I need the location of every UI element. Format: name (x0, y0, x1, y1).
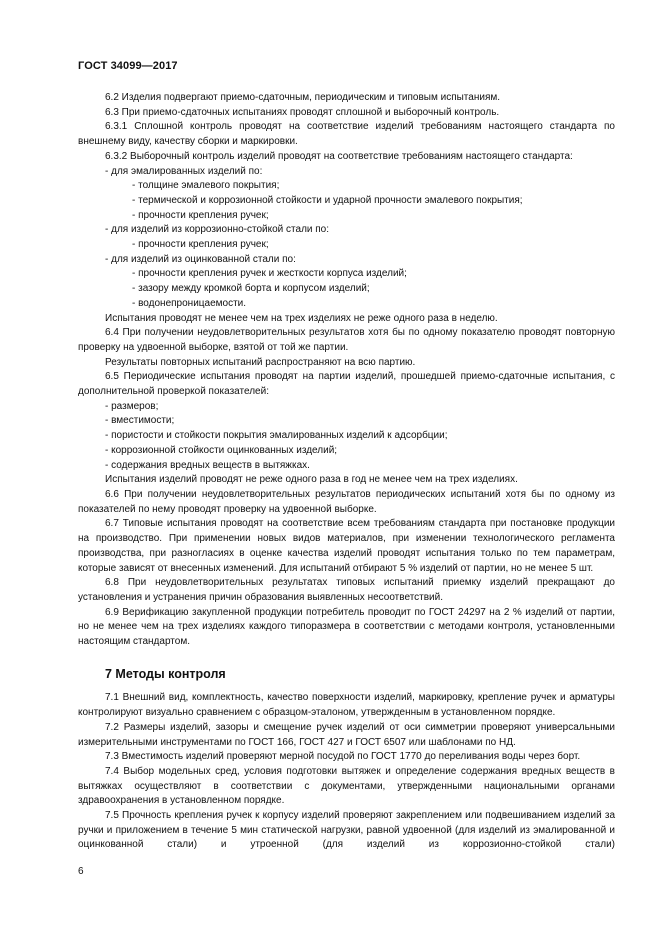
list-item: - прочности крепления ручек; (132, 209, 269, 221)
document-header: ГОСТ 34099—2017 (78, 60, 178, 72)
list-item: - термической и коррозионной стойкости и ударной прочности эмалевого покрытия; (132, 194, 523, 206)
paragraph: 7.5 Прочность крепления ручек к корпусу изделий проверяют закреплением или подвешиванием изделий за ручки и приложением в течение 5 мин статической нагрузки, равной удвоенной (для изделий из эмалированной и оцинкованной стали) и утроенной (для изделий из коррозионно-стойкой стали) (78, 810, 615, 851)
list-item: - прочности крепления ручек и жесткости корпуса изделий; (132, 268, 407, 280)
list-item: - для эмалированных изделий по: (105, 165, 263, 177)
paragraph: 6.3.2 Выборочный контроль изделий проводят на соответствие требованиям настоящего стандарта: (105, 150, 573, 162)
list-item: - пористости и стойкости покрытия эмалированных изделий к адсорбции; (105, 430, 448, 442)
list-item: - коррозионной стойкости оцинкованных изделий; (105, 444, 338, 456)
list-item: - размеров; (105, 400, 159, 412)
paragraph: 6.8 При неудовлетворительных результатах типовых испытаний приемку изделий прекращают до установления и устранения причин образования выявленных несоответствий. (78, 577, 615, 603)
list-item: - для изделий из оцинкованной стали по: (105, 253, 296, 265)
section-7-text (78, 691, 615, 853)
paragraph: 7.3 Вместимость изделий проверяют мерной посудой по ГОСТ 1770 до переливания воды через борт. (105, 751, 581, 763)
list-item: - толщине эмалевого покрытия; (132, 180, 280, 192)
paragraph: 7.4 Выбор модельных сред, условия подготовки вытяжек и определение содержания вредных веществ в вытяжках осуществляют в соответствии с документами, утвержденными национальными органами здравоохранения в установленном порядке. (78, 765, 615, 807)
list-item: - зазору между кромкой борта и корпусом изделий; (132, 283, 370, 295)
list-item: - содержания вредных веществ в вытяжках. (105, 459, 310, 471)
paragraph: 7.1 Внешний вид, комплектность, качество поверхности изделий, маркировку, крепление ручек и арматуры контролируют визуально сравнением с образцом-эталоном, утвержденным в установленном порядке. (78, 692, 615, 719)
paragraph: 7.2 Размеры изделий, зазоры и смещение ручек изделий от оси симметрии проверяют универсальными измерительными инструментами по ГОСТ 166, ГОСТ 427 и ГОСТ 6507 или шаблонами по НД. (78, 721, 615, 748)
document-body (78, 91, 615, 853)
paragraph: 6.3 При приемо-сдаточных испытаниях проводят сплошной и выборочный контроль. (105, 106, 500, 118)
paragraph: 6.9 Верификацию закупленной продукции потребитель проводит по ГОСТ 24297 на 2 % изделий от партии, но не менее чем на трех изделиях каждого типоразмера в соответствии с методами контроля, установленными настоящим стандартом. (78, 606, 615, 648)
paragraph: 6.3.1 Сплошной контроль проводят на соответствие изделий требованиям настоящего стандарта по внешнему виду, качеству сборки и маркировки. (78, 121, 615, 148)
list-item: - водонепроницаемости. (132, 297, 247, 309)
list-item: - вместимости; (105, 415, 175, 427)
paragraph: 6.4 При получении неудовлетворительных результатов хотя бы по одному показателю проводят повторную проверку на удвоенной выборке, взятой от той же партии. (78, 327, 615, 353)
list-item: - для изделий из коррозионно-стойкой стали по: (105, 224, 330, 236)
paragraph: 6.2 Изделия подвергают приемо-сдаточным, периодическим и типовым испытаниям. (105, 92, 501, 103)
page-number: 6 (78, 866, 84, 877)
paragraph: Испытания изделий проводят не реже одного раза в год не менее чем на трех изделиях. (105, 474, 518, 486)
list-item: - прочности крепления ручек; (132, 239, 269, 251)
paragraph: 6.7 Типовые испытания проводят на соответствие всем требованиям стандарта при постановке продукции на производство. При применении новых видов материалов, при изменении технологического регламента производства, при разногласиях в оценке качества изделий проводят испытания только по тем параметрам, которые зависят от внесенных изменений. Для испытаний отбирают 5 % изделий от партии, но не менее 5 шт. (78, 518, 615, 574)
paragraph: 6.6 При получении неудовлетворительных результатов периодических испытаний хотя бы по одному из показателей по нему проводят проверку на удвоенной выборке. (78, 488, 615, 515)
paragraph: Результаты повторных испытаний распространяют на всю партию. (105, 356, 416, 368)
paragraph: 6.5 Периодические испытания проводят на партии изделий, прошедшей приемо-сдаточные испытания, с дополнительной проверкой показателей: (78, 371, 615, 398)
paragraph: Испытания проводят не менее чем на трех изделиях не реже одного раза в неделю. (105, 312, 498, 324)
section-title: 7 Методы контроля (105, 666, 226, 681)
section-6-text (78, 91, 615, 650)
